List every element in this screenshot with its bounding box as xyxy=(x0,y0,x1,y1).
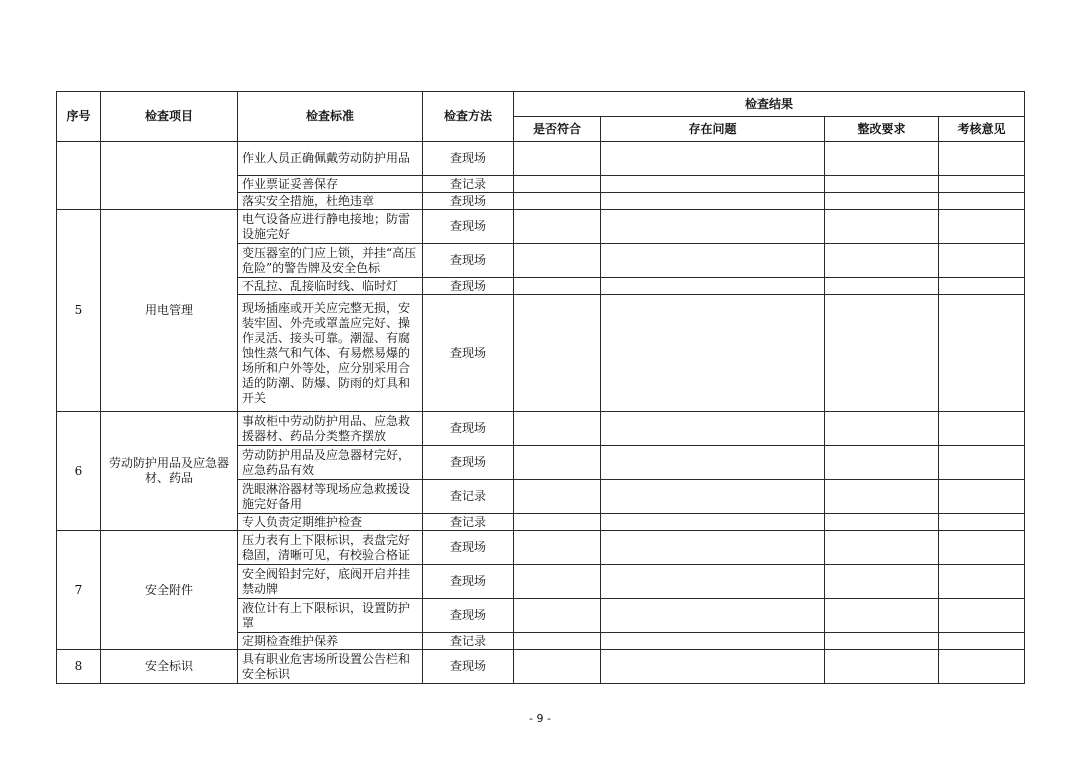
conform-cell[interactable] xyxy=(514,514,601,531)
header-assess: 考核意见 xyxy=(939,117,1025,142)
group-item: 劳动防护用品及应急器材、药品 xyxy=(101,412,238,531)
assess-cell[interactable] xyxy=(939,278,1025,295)
problem-cell[interactable] xyxy=(601,650,825,684)
method-cell: 查现场 xyxy=(423,142,514,176)
standard-cell: 液位计有上下限标识，设置防护罩 xyxy=(238,599,423,633)
assess-cell[interactable] xyxy=(939,480,1025,514)
assess-cell[interactable] xyxy=(939,412,1025,446)
group-seq: 8 xyxy=(57,650,101,684)
assess-cell[interactable] xyxy=(939,446,1025,480)
standard-cell: 落实安全措施，杜绝违章 xyxy=(238,193,423,210)
rectify-cell[interactable] xyxy=(825,480,939,514)
rectify-cell[interactable] xyxy=(825,565,939,599)
standard-cell: 具有职业危害场所设置公告栏和安全标识 xyxy=(238,650,423,684)
conform-cell[interactable] xyxy=(514,565,601,599)
group-item: 安全附件 xyxy=(101,531,238,650)
method-cell: 查现场 xyxy=(423,412,514,446)
conform-cell[interactable] xyxy=(514,633,601,650)
conform-cell[interactable] xyxy=(514,412,601,446)
method-cell: 查现场 xyxy=(423,650,514,684)
problem-cell[interactable] xyxy=(601,446,825,480)
rectify-cell[interactable] xyxy=(825,210,939,244)
rectify-cell[interactable] xyxy=(825,514,939,531)
problem-cell[interactable] xyxy=(601,514,825,531)
page-number: - 9 - xyxy=(529,712,551,725)
conform-cell[interactable] xyxy=(514,480,601,514)
header-method: 检查方法 xyxy=(423,92,514,142)
assess-cell[interactable] xyxy=(939,210,1025,244)
method-cell: 查现场 xyxy=(423,244,514,278)
problem-cell[interactable] xyxy=(601,565,825,599)
conform-cell[interactable] xyxy=(514,244,601,278)
problem-cell[interactable] xyxy=(601,633,825,650)
rectify-cell[interactable] xyxy=(825,142,939,176)
rectify-cell[interactable] xyxy=(825,531,939,565)
inspection-table-container xyxy=(56,91,1024,684)
group-seq: 5 xyxy=(57,210,101,412)
method-cell: 查现场 xyxy=(423,599,514,633)
inspection-table xyxy=(56,91,1025,684)
method-cell: 查现场 xyxy=(423,210,514,244)
group-seq: 7 xyxy=(57,531,101,650)
problem-cell[interactable] xyxy=(601,531,825,565)
conform-cell[interactable] xyxy=(514,193,601,210)
conform-cell[interactable] xyxy=(514,210,601,244)
rectify-cell[interactable] xyxy=(825,633,939,650)
conform-cell[interactable] xyxy=(514,295,601,412)
conform-cell[interactable] xyxy=(514,142,601,176)
assess-cell[interactable] xyxy=(939,193,1025,210)
method-cell: 查现场 xyxy=(423,193,514,210)
standard-cell: 不乱拉、乱接临时线、临时灯 xyxy=(238,278,423,295)
method-cell: 查记录 xyxy=(423,176,514,193)
problem-cell[interactable] xyxy=(601,412,825,446)
assess-cell[interactable] xyxy=(939,599,1025,633)
problem-cell[interactable] xyxy=(601,278,825,295)
standard-cell: 电气设备应进行静电接地；防雷设施完好 xyxy=(238,210,423,244)
problem-cell[interactable] xyxy=(601,142,825,176)
conform-cell[interactable] xyxy=(514,446,601,480)
method-cell: 查记录 xyxy=(423,633,514,650)
assess-cell[interactable] xyxy=(939,142,1025,176)
rectify-cell[interactable] xyxy=(825,295,939,412)
conform-cell[interactable] xyxy=(514,650,601,684)
standard-cell: 作业人员正确佩戴劳动防护用品 xyxy=(238,142,423,176)
method-cell: 查记录 xyxy=(423,514,514,531)
rectify-cell[interactable] xyxy=(825,176,939,193)
conform-cell[interactable] xyxy=(514,176,601,193)
group-item xyxy=(101,142,238,210)
header-problem: 存在问题 xyxy=(601,117,825,142)
standard-cell: 事故柜中劳动防护用品、应急救援器材、药品分类整齐摆放 xyxy=(238,412,423,446)
group-seq: 6 xyxy=(57,412,101,531)
rectify-cell[interactable] xyxy=(825,244,939,278)
conform-cell[interactable] xyxy=(514,531,601,565)
problem-cell[interactable] xyxy=(601,599,825,633)
group-seq xyxy=(57,142,101,210)
problem-cell[interactable] xyxy=(601,295,825,412)
assess-cell[interactable] xyxy=(939,244,1025,278)
method-cell: 查现场 xyxy=(423,295,514,412)
conform-cell[interactable] xyxy=(514,599,601,633)
standard-cell: 作业票证妥善保存 xyxy=(238,176,423,193)
group-item: 安全标识 xyxy=(101,650,238,684)
header-standard: 检查标准 xyxy=(238,92,423,142)
problem-cell[interactable] xyxy=(601,193,825,210)
problem-cell[interactable] xyxy=(601,480,825,514)
assess-cell[interactable] xyxy=(939,633,1025,650)
rectify-cell[interactable] xyxy=(825,599,939,633)
problem-cell[interactable] xyxy=(601,244,825,278)
header-seq: 序号 xyxy=(57,92,101,142)
assess-cell[interactable] xyxy=(939,514,1025,531)
method-cell: 查现场 xyxy=(423,531,514,565)
standard-cell: 定期检查维护保养 xyxy=(238,633,423,650)
method-cell: 查现场 xyxy=(423,278,514,295)
problem-cell[interactable] xyxy=(601,176,825,193)
standard-cell: 洗眼淋浴器材等现场应急救援设施完好备用 xyxy=(238,480,423,514)
rectify-cell[interactable] xyxy=(825,650,939,684)
header-conform: 是否符合 xyxy=(514,117,601,142)
standard-cell: 变压器室的门应上锁，并挂“高压危险”的警告牌及安全色标 xyxy=(238,244,423,278)
assess-cell[interactable] xyxy=(939,565,1025,599)
header-rectify: 整改要求 xyxy=(825,117,939,142)
standard-cell: 压力表有上下限标识，表盘完好稳固，清晰可见，有校验合格证 xyxy=(238,531,423,565)
method-cell: 查现场 xyxy=(423,565,514,599)
problem-cell[interactable] xyxy=(601,210,825,244)
standard-cell: 安全阀铅封完好，底阀开启并挂禁动牌 xyxy=(238,565,423,599)
header-item: 检查项目 xyxy=(101,92,238,142)
standard-cell: 劳动防护用品及应急器材完好，应急药品有效 xyxy=(238,446,423,480)
rectify-cell[interactable] xyxy=(825,278,939,295)
method-cell: 查现场 xyxy=(423,446,514,480)
standard-cell: 现场插座或开关应完整无损，安装牢固、外壳或罩盖应完好、操作灵活、接头可靠。潮湿、有腐蚀性蒸气和气体、有易燃易爆的场所和户外等处，应分别采用合适的防潮、防爆、防雨的灯具和开关 xyxy=(238,295,423,412)
conform-cell[interactable] xyxy=(514,278,601,295)
rectify-cell[interactable] xyxy=(825,446,939,480)
rectify-cell[interactable] xyxy=(825,193,939,210)
assess-cell[interactable] xyxy=(939,531,1025,565)
standard-cell: 专人负责定期维护检查 xyxy=(238,514,423,531)
assess-cell[interactable] xyxy=(939,650,1025,684)
method-cell: 查记录 xyxy=(423,480,514,514)
assess-cell[interactable] xyxy=(939,295,1025,412)
rectify-cell[interactable] xyxy=(825,412,939,446)
assess-cell[interactable] xyxy=(939,176,1025,193)
group-item: 用电管理 xyxy=(101,210,238,412)
header-result: 检查结果 xyxy=(514,92,1025,117)
